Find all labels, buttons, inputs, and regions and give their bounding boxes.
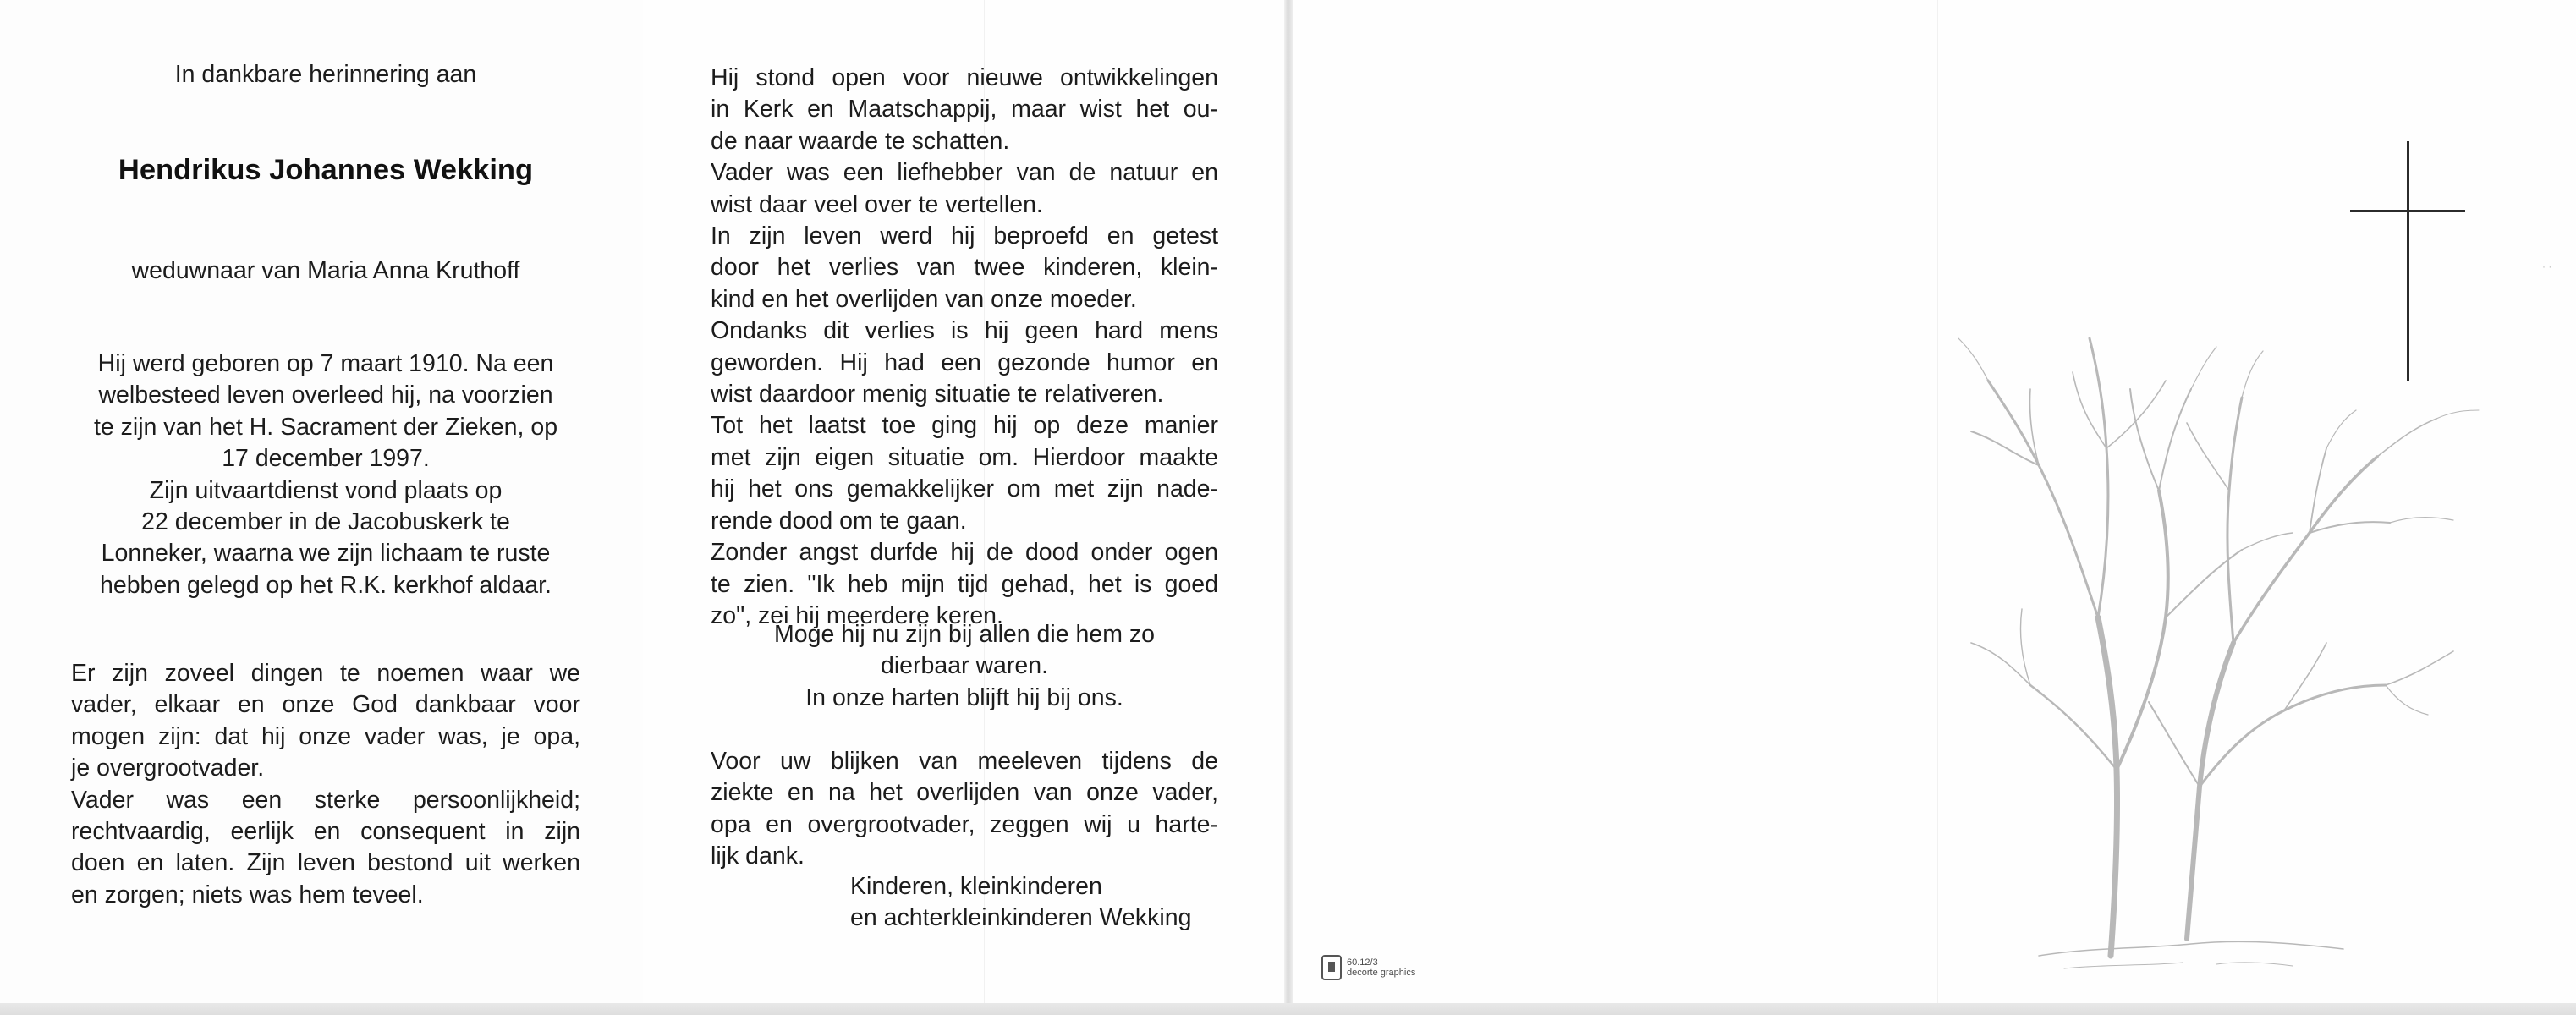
tribute-line: mogen zijn: dat hij onze vader was, je opa, <box>71 722 580 750</box>
body-line: wist daardoor menig situatie te relativeren. <box>711 381 1164 409</box>
body-line: zo", zei hij meerdere keren. <box>711 601 1003 629</box>
signature-line: Kinderen, kleinkinderen <box>850 873 1102 900</box>
publisher-name: decorte graphics <box>1347 968 1416 978</box>
body-line: Hij stond open voor nieuwe ontwikkelingen <box>711 64 1218 91</box>
trees-illustration <box>1937 313 2496 981</box>
body-line: te zien. "Ik heb mijn tijd gehad, het is goed <box>711 570 1218 598</box>
publisher-logo-icon <box>1321 955 1342 980</box>
body-line: Tot het laatst toe ging hij op deze manier <box>711 412 1218 440</box>
cross-icon-bar <box>2350 210 2465 212</box>
bio-line: Hij werd geboren op 7 maart 1910. Na een <box>97 350 554 377</box>
body-line: Zonder angst durfde hij de dood onder ogen <box>711 539 1218 567</box>
thanks-block <box>711 746 1218 873</box>
bio-line: te zijn van het H. Sacrament der Zieken, op <box>93 413 558 441</box>
bio-line: Lonneker, waarna we zijn lichaam te ruste <box>101 540 551 568</box>
publisher-text <box>1347 957 1415 978</box>
paper-bottom-edge <box>0 1003 2576 1015</box>
prayer-line: dierbaar waren. <box>880 652 1049 680</box>
bio-line: 22 december in de Jacobuskerk te <box>141 508 510 536</box>
prayer-block <box>711 619 1218 714</box>
body-line: hij het ons gemakkelijker om met zijn nade- <box>711 475 1218 503</box>
fold-crease <box>1284 0 1293 1011</box>
tribute-line: rechtvaardig, eerlijk en consequent in zijn <box>71 818 580 846</box>
character-block <box>711 63 1218 632</box>
paper-speck: · · <box>2542 261 2552 272</box>
tribute-block <box>71 658 580 911</box>
body-line: rende dood om te gaan. <box>711 507 967 535</box>
bio-line: 17 december 1997. <box>222 445 430 473</box>
body-line: geworden. Hij had een gezonde humor en <box>711 348 1218 376</box>
tribute-line: doen en laten. Zijn leven bestond uit werken <box>71 849 580 877</box>
body-line: Vader was een liefhebber van de natuur en <box>711 159 1218 187</box>
body-line: Ondanks dit verlies is hij geen hard mens <box>711 317 1218 345</box>
signature-line: en achterkleinkinderen Wekking <box>850 904 1192 932</box>
publisher-mark <box>1321 951 1415 985</box>
bio-line: Zijn uitvaartdienst vond plaats op <box>149 476 503 504</box>
thanks-line: ziekte en na het overlijden van onze vader, <box>711 779 1218 807</box>
tribute-line: Er zijn zoveel dingen te noemen waar we <box>71 660 580 687</box>
prayer-line: Moge hij nu zijn bij allen die hem zo <box>774 621 1155 648</box>
publisher-code: 60.12/3 <box>1347 957 1378 968</box>
body-line: de naar waarde te schatten. <box>711 127 1010 155</box>
biography-block <box>51 348 601 601</box>
prayer-line: In onze harten blijft hij bij ons. <box>805 683 1123 711</box>
bio-line: welbesteed leven overleed hij, na voorzien <box>98 381 553 409</box>
deceased-name: Hendrikus Johannes Wekking <box>118 154 534 186</box>
tribute-line: Vader was een sterke persoonlijkheid; <box>71 786 580 814</box>
body-line: wist daar veel over te vertellen. <box>711 190 1043 218</box>
body-line: kind en het overlijden van onze moeder. <box>711 285 1137 313</box>
bio-line: hebben gelegd op het R.K. kerkhof aldaar. <box>100 571 552 599</box>
body-line: door het verlies van twee kinderen, klein- <box>711 254 1218 282</box>
thanks-line: opa en overgrootvader, zeggen wij u harte- <box>711 810 1218 838</box>
signature-block <box>850 871 1222 935</box>
thanks-line: Voor uw blijken van meeleven tijdens de <box>711 748 1218 775</box>
thanks-line: lijk dank. <box>711 842 805 870</box>
dedication-heading: In dankbare herinnering aan <box>174 61 477 88</box>
body-line: met zijn eigen situatie om. Hierdoor maakte <box>711 443 1218 471</box>
tribute-line: je overgrootvader. <box>71 754 265 782</box>
tribute-line: en zorgen; niets was hem teveel. <box>71 881 424 908</box>
tribute-line: vader, elkaar en onze God dankbaar voor <box>71 691 580 719</box>
widower-line: weduwnaar van Maria Anna Kruthoff <box>131 257 520 284</box>
body-line: in Kerk en Maatschappij, maar wist het ou- <box>711 96 1218 123</box>
body-line: In zijn leven werd hij beproefd en getest <box>711 222 1218 250</box>
bare-trees-icon <box>1937 313 2496 981</box>
